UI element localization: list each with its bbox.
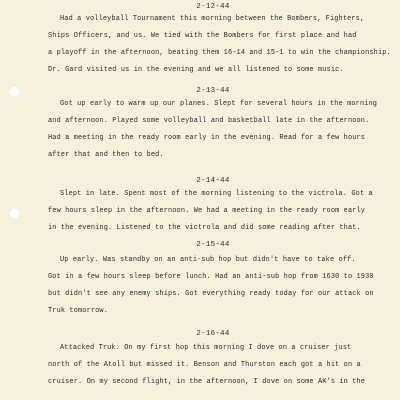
entry-body [48, 252, 374, 320]
entry-date: 2-14-44 [196, 177, 230, 185]
entry-line: Got up early to warm up our planes. Slept for several hours in the morning [60, 100, 378, 108]
entry-line: in the evening. Listened to the victrola and did some reading after that. [48, 224, 361, 232]
entry-line: Slept in late. Spent most of the morning listening to the victrola. Got a [60, 190, 373, 198]
entry-date: 2-12-44 [196, 3, 230, 11]
binder-hole [9, 208, 20, 219]
entry-line: Up early. Was standby on an anti-sub hop but didn't have to take off. [60, 256, 356, 264]
entry-line: and afternoon. Played some volleyball and basketball late in the afternoon. [48, 117, 370, 125]
entry-line: Dr. Gard visited us in the evening and we all listened to some music. [48, 66, 344, 74]
entry-date: 2-15-44 [196, 241, 230, 249]
entry-line: cruiser. On my second flight, in the afternoon, I dove on some AK's in the [48, 378, 366, 386]
entry-line: but didn't see any enemy ships. Got everything ready today for our attack on [48, 290, 374, 298]
entry-line: few hours sleep in the afternoon. We had a meeting in the ready room early [48, 207, 366, 215]
entry-line: Had a volleyball Tournament this morning between the Bombers, Fighters, [60, 15, 365, 23]
entry-body [48, 96, 377, 164]
entry-line: Attacked Truk. On my first hop this morning I dove on a cruiser just [60, 344, 352, 352]
entry-line: a playoff in the afternoon, beating them 16-14 and 15-1 to win the championship. [48, 49, 391, 57]
entry-line: Got in a few hours sleep before lunch. Had an anti-sub hop from 1630 to 1930 [48, 273, 374, 281]
entry-line: north of the Atoll but missed it. Benson and Thurston each got a hit on a [48, 361, 361, 369]
binder-hole [9, 86, 20, 97]
entry-date: 2-16-44 [196, 330, 230, 338]
entry-date: 2-13-44 [196, 87, 230, 95]
entry-line: Had a meeting in the ready room early in the evening. Read for a few hours [48, 134, 366, 142]
entry-body [48, 340, 365, 391]
entry-line: Truk tomorrow. [48, 307, 108, 315]
entry-line: Ships Officers, and us. We tied with the Bombers for first place and had [48, 32, 357, 40]
entry-body [48, 11, 391, 79]
entry-body [48, 186, 373, 237]
entry-line: after that and then to bed. [48, 151, 164, 159]
